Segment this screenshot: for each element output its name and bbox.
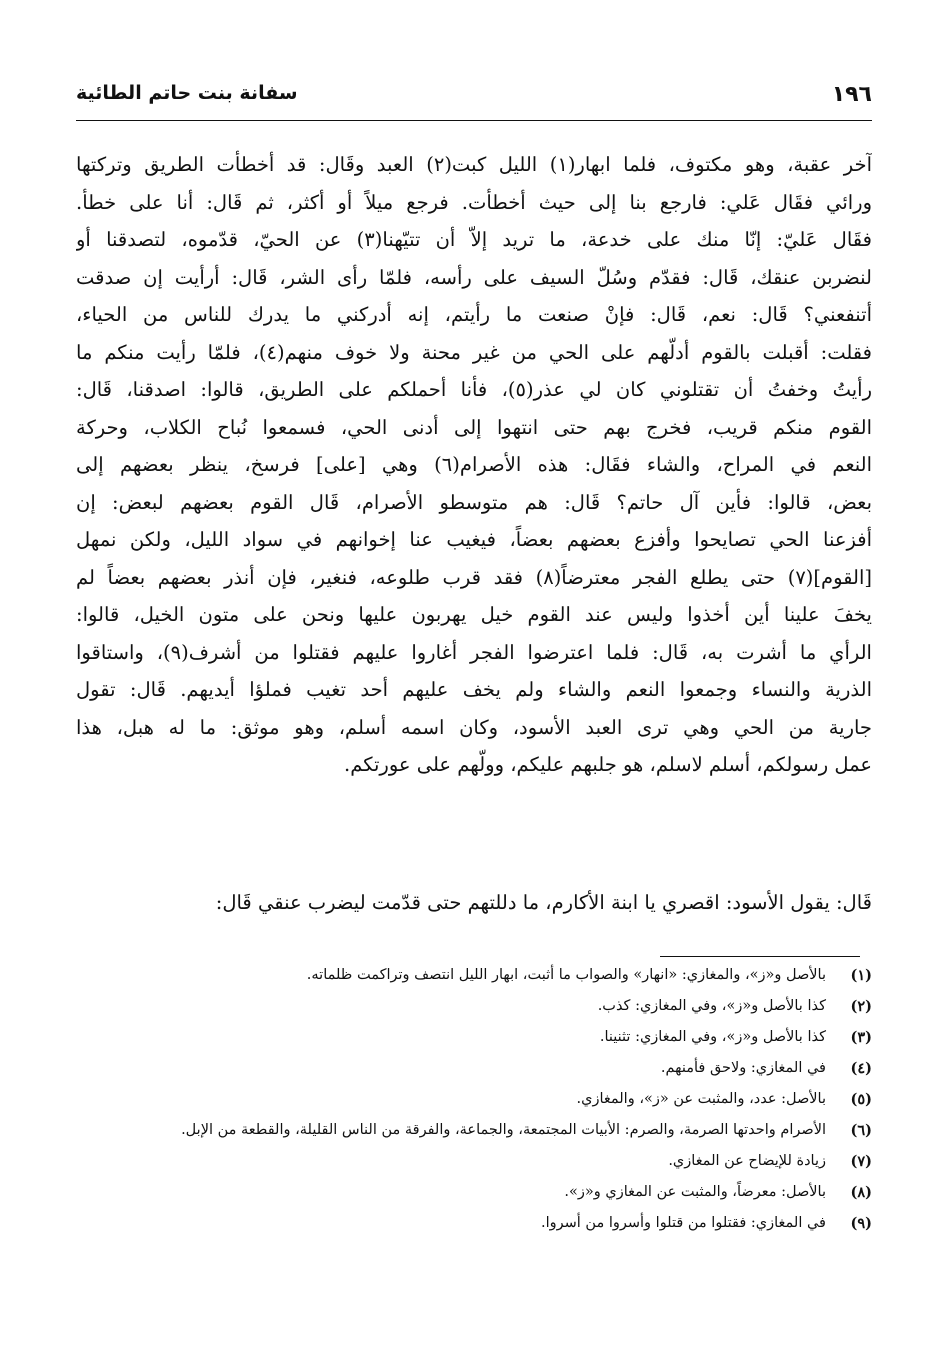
footnote-number: (٦) [850, 1122, 872, 1139]
text-line: رأيتُ وخفتُ أن تقتلوني كان لي عذر(٥)، فأنا أحملكم على الطريق، قالوا: اصدقنا، قَال: [76, 378, 872, 401]
text-line: الرأي ما أشرت به، قَال: فلما اعترضوا الفجر أغاروا عليهم فقتلوا من أشرف(٩)، واستاقوا [76, 640, 872, 664]
text-line: فقَال عَليّ: إنّا منك على خدعة، ما تريد إلاّ أن تتيّهنا(٣) عن الحيّ، قدّموه، لتصدقنا أو [76, 228, 872, 251]
footnote [60, 1115, 872, 1146]
footnote-number: (٢) [850, 998, 872, 1015]
footnote-text: بالأصل و«ز»، والمغازي: «انهار» والصواب ما أثبت، ابهار الليل انتصف وتراكمت ظلماته. [306, 967, 826, 983]
text-line: [القوم](٧) حتى يطلع الفجر معترضاً(٨) فقد قرب طلوعه، فنغير، فإن أنذر بعضهم بعضاً لم [76, 565, 872, 589]
running-title: سفانة بنت حاتم الطائية [76, 82, 298, 104]
text-line: لنضربن عنقك، قَال: فقدّم وسُلّ السيف على رأسه، فلمّا رأى الشر، قَال: أرأيت إن صدقت [76, 265, 872, 289]
footnote-text: كذا بالأصل و«ز»، وفي المغازي: تثنينا. [599, 1029, 826, 1045]
text-line: ورائي فقَال عَلي: فارجع بنا إلى حيث أخطأت. فرجع ميلاً أو أكثر، ثم قَال: أنا على خطأ. [76, 190, 872, 214]
footnote-rule [660, 956, 860, 957]
page-number: ١٩٦ [831, 82, 872, 107]
main-text-block [76, 146, 872, 784]
text-line: جارية من الحي وهي ترى العبد الأسود، وكان اسمه أسلم، وهو موثق: ما له هبل، هذا [76, 715, 872, 739]
text-line: فقلت: أقبلت بالقوم أدلّهم على الحي من غير محنة ولا خوف منهم(٤)، فلمّا رأيت منكم ما [76, 340, 872, 364]
text-line: القوم منكم قريب، فخرج بهم حتى انتهوا إلى أدنى الحي، فسمعوا نُباح الكلاب، وحركة [76, 415, 872, 439]
footnote-number: (٤) [850, 1060, 872, 1077]
footnote [60, 1022, 872, 1053]
text-line: بعض، قالوا: فأين آل حاتم؟ قَال: هم متوسطو الأصرام، قَال القوم بعضهم لبعض: إن [76, 490, 872, 514]
footnote-text: في المغازي: فقتلوا من قتلوا وأسروا من أسروا. [541, 1215, 826, 1231]
footnote [60, 991, 872, 1022]
text-line: أتنفعني؟ قَال: نعم، قَال: فإنْ صنعت ما رأيتم، إنه أدركني ما يدرك للناس من الحياء، [76, 303, 872, 326]
text-line: الذرية والنساء وجمعوا النعم والشاء ولم يخف عليهم أحد تغيب فملؤا أيديهم. قَال: تقول [76, 678, 872, 701]
text-line: النعم في المراح، والشاء فقَال: هذه الأصرام(٦) وهي [على] فرسخ، ينظر بعضهم إلى [76, 453, 872, 476]
header-rule [76, 120, 872, 121]
footnote [60, 1208, 872, 1239]
footnote-text: في المغازي: ولاحق فأمنهم. [660, 1060, 826, 1076]
footnote [60, 1084, 872, 1115]
text-line: عمل رسولكم، أسلم لاسلم، هو جلبهم عليكم، وولّهم على عورتكم. [344, 753, 872, 776]
footnote-number: (٧) [850, 1153, 872, 1170]
text-line: آخر عقبة، وهو مكتوف، فلما ابهار(١) الليل كبت(٢) العبد وقَال: قد أخطأت الطريق وتركتها [76, 153, 872, 176]
footnote-number: (١) [850, 967, 872, 984]
footnote-text: بالأصل: معرضاً، والمثبت عن المغازي و«ز». [564, 1184, 826, 1200]
footnote-number: (٩) [850, 1215, 872, 1232]
footnote-text: كذا بالأصل و«ز»، وفي المغازي: كذب. [597, 998, 826, 1014]
footnotes [60, 960, 872, 1239]
second-paragraph [76, 884, 872, 922]
footnote [60, 960, 872, 991]
footnote-number: (٣) [850, 1029, 872, 1046]
text-line: يخفَ علينا أين أخذوا وليس عند القوم خيل يهربون عليها ونحن على متون الخيل، قالوا: [76, 603, 872, 626]
footnote [60, 1146, 872, 1177]
footnote-number: (٨) [850, 1184, 872, 1201]
footnote-number: (٥) [850, 1091, 872, 1108]
page-header [76, 76, 872, 116]
footnote [60, 1053, 872, 1084]
footnote [60, 1177, 872, 1208]
footnote-text: الأصرام واحدتها الصرمة، والصرم: الأبيات المجتمعة، والجماعة، والفرقة من الناس القليلة، والقطعة من الإبل. [181, 1122, 826, 1138]
text-line: قَال: يقول الأسود: اقصري يا ابنة الأكارم، ما دللتهم حتى قدّمت ليضرب عنقي قَال: [215, 891, 872, 914]
text-line: أفزعنا الحي تصايحوا وأفزع بعضهم بعضاً، فيغيب عنا إخوانهم في سواد الليل، ولكن نمهل [76, 528, 872, 551]
footnote-text: بالأصل: عدد، والمثبت عن «ز»، والمغازي. [576, 1091, 826, 1107]
footnote-text: زيادة للإيضاح عن المغازي. [668, 1153, 826, 1169]
